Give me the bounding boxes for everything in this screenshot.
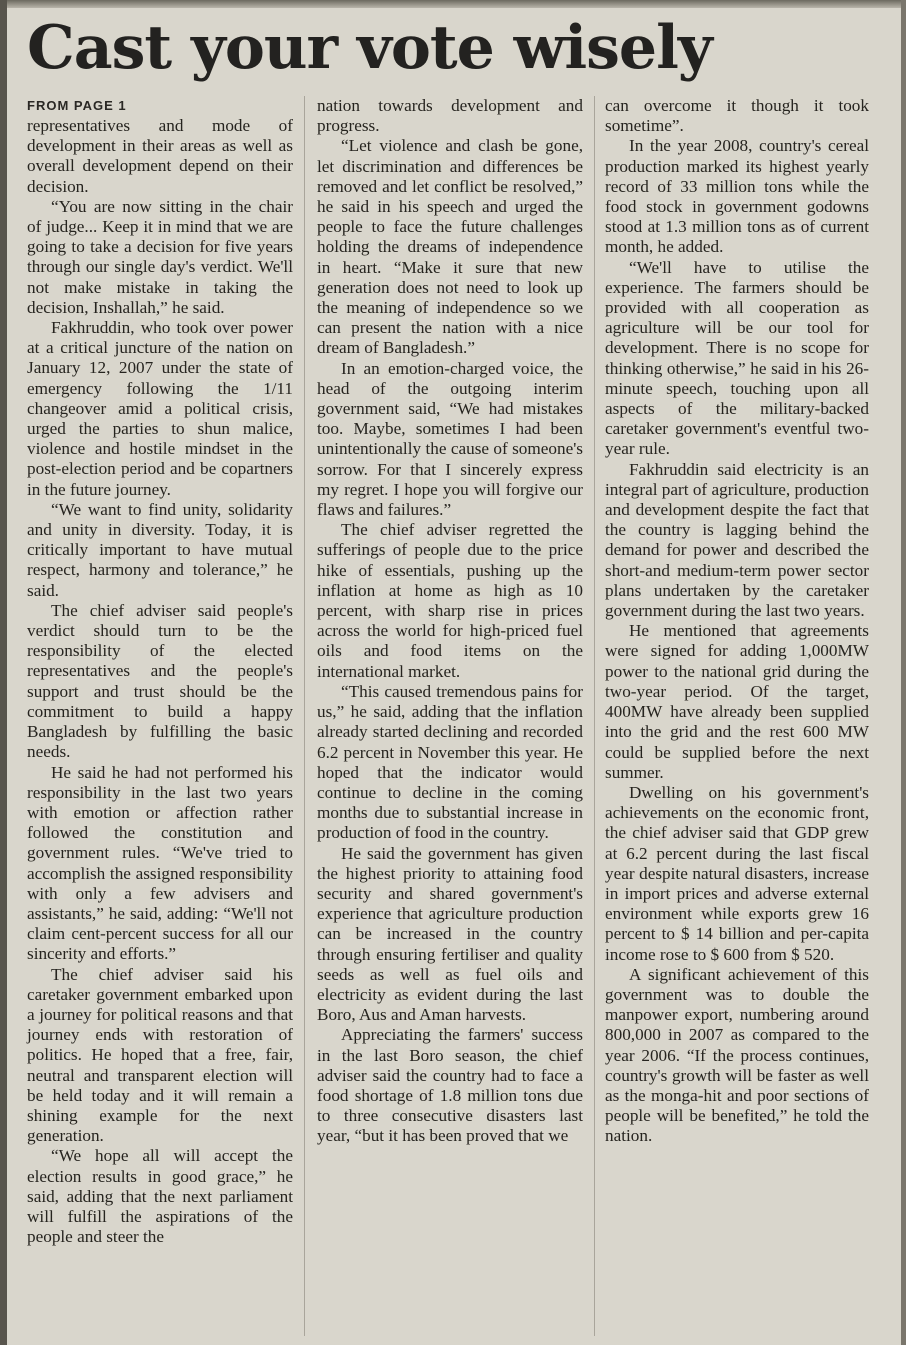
article-column-2 [317, 96, 583, 1147]
paragraph: The chief adviser said people's verdict should turn to be the responsibility of the elected representatives and the people's support and trust should be the commitment to build a happy Bangladesh by fulfilling the basic needs. [27, 600, 293, 762]
paragraph: Fakhruddin, who took over power at a critical juncture of the nation on January 12, 2007 under the state of emergency following the 1/11 changeover amid a political crisis, urged the parties to shun malice, violence and hostile mindset in the post-election period and be copartners in the future journey. [27, 318, 293, 499]
paragraph: A significant achievement of this government was to double the manpower export, numbering around 800,000 in 2007 as compared to the year 2006. “If the process continues, country's growth will be faster as well as the monga-hit and poor sections of people will be benefited,” he told the nation. [605, 964, 869, 1146]
paragraph: The chief adviser said his caretaker government embarked upon a journey for political reasons and that journey ends with restoration of politics. He hoped that a free, fair, neutral and transparent election will be held today and it will remain a shining example for the next generation. [27, 964, 293, 1146]
continuation-kicker: FROM PAGE 1 [27, 98, 127, 113]
paragraph: He said the government has given the highest priority to attaining food security and shared government's experience that agriculture production can be increased in the country through ensuring fertiliser and quality seeds as well as fuel oils and electricity as evident during the last Boro, Aus and Aman harvests. [317, 843, 583, 1025]
column-rule [304, 96, 305, 1336]
paragraph: Dwelling on his government's achievements on the economic front, the chief adviser said that GDP grew at 6.2 percent during the last fiscal year despite natural disasters, increase in import prices and adverse external environment while exports grew 16 percent to $ 14 billion and per-capita income rose to $ 600 from $ 520. [605, 782, 869, 964]
paragraph: Fakhruddin said electricity is an integral part of agriculture, production and development despite the fact that the country is lagging behind the demand for power and described the short-and medium-term power sector plans undertaken by the caretaker government during the last two years. [605, 459, 869, 621]
paragraph: nation towards development and progress. [317, 96, 583, 136]
paragraph: “You are now sitting in the chair of judge... Keep it in mind that we are going to take a decision for five years through our single day's verdict. We'll not make mistake in taking the decision, Inshallah,” he said. [27, 196, 293, 317]
paragraph: “We'll have to utilise the experience. The farmers should be provided with all cooperation as agriculture will be our tool for development. There is no scope for thinking otherwise,” he said in his 26-minute speech, touching upon all aspects of the military-backed caretaker government's eventful two-year rule. [605, 257, 869, 459]
paragraph: He mentioned that agreements were signed for adding 1,000MW power to the national grid during the two-year period. Of the target, 400MW have already been supplied into the grid and the rest 600 MW could be supplied before the next summer. [605, 621, 869, 782]
torn-edge [7, 0, 901, 8]
column-rule [594, 96, 595, 1336]
paragraph: “Let violence and clash be gone, let discrimination and differences be removed and let conflict be resolved,” he said in his speech and urged the people to face the future challenges holding the dreams of independence in heart. “Make it sure that new generation does not need to look up the meaning of independence so we can present the nation with a nice dream of Bangladesh.” [317, 136, 583, 358]
paragraph: “This caused tremendous pains for us,” he said, adding that the inflation already started declining and recorded 6.2 percent in November this year. He hoped that the indicator would continue to decline in the coming months due to substantial increase in production of food in the country. [317, 681, 583, 843]
paragraph: “We hope all will accept the election results in good grace,” he said, adding that the next parliament will fulfill the aspirations of the people and steer the [27, 1146, 293, 1247]
paragraph: representatives and mode of development in their areas as well as overall development depend on their decision. [27, 116, 293, 196]
article-column-1 [27, 96, 293, 1247]
headline: Cast your vote wisely [27, 13, 712, 83]
paragraph: The chief adviser regretted the sufferings of people due to the price hike of essentials, pushing up the inflation at home as high as 10 percent, with sharp rise in prices across the world for high-priced fuel oils and food items on the international market. [317, 520, 583, 681]
article-column-3 [605, 96, 869, 1147]
paragraph: can overcome it though it took sometime”. [605, 96, 869, 136]
paragraph: In the year 2008, country's cereal production marked its highest yearly record of 33 million tons while the food stock in government godowns stood at 1.3 million tons as of current month, he added. [605, 136, 869, 257]
paragraph: In an emotion-charged voice, the head of the outgoing interim government said, “We had mistakes too. Maybe, sometimes I had been unintentionally the cause of someone's sorrow. For that I sincerely express my regret. I hope you will forgive our flaws and failures.” [317, 358, 583, 520]
paragraph: He said he had not performed his responsibility in the last two years with emotion or affection rather followed the constitution and government rules. “We've tried to accomplish the assigned responsibility with only a few advisers and assistants,” he said, adding: “We'll not claim cent-percent success for all our sincerity and efforts.” [27, 762, 293, 964]
paragraph: “We want to find unity, solidarity and unity in diversity. Today, it is critically important to have mutual respect, harmony and tolerance,” he said. [27, 499, 293, 600]
paragraph: Appreciating the farmers' success in the last Boro season, the chief adviser said the country had to face a food shortage of 1.8 million tons due to three consecutive disasters last year, “but it has been proved that we [317, 1025, 583, 1146]
